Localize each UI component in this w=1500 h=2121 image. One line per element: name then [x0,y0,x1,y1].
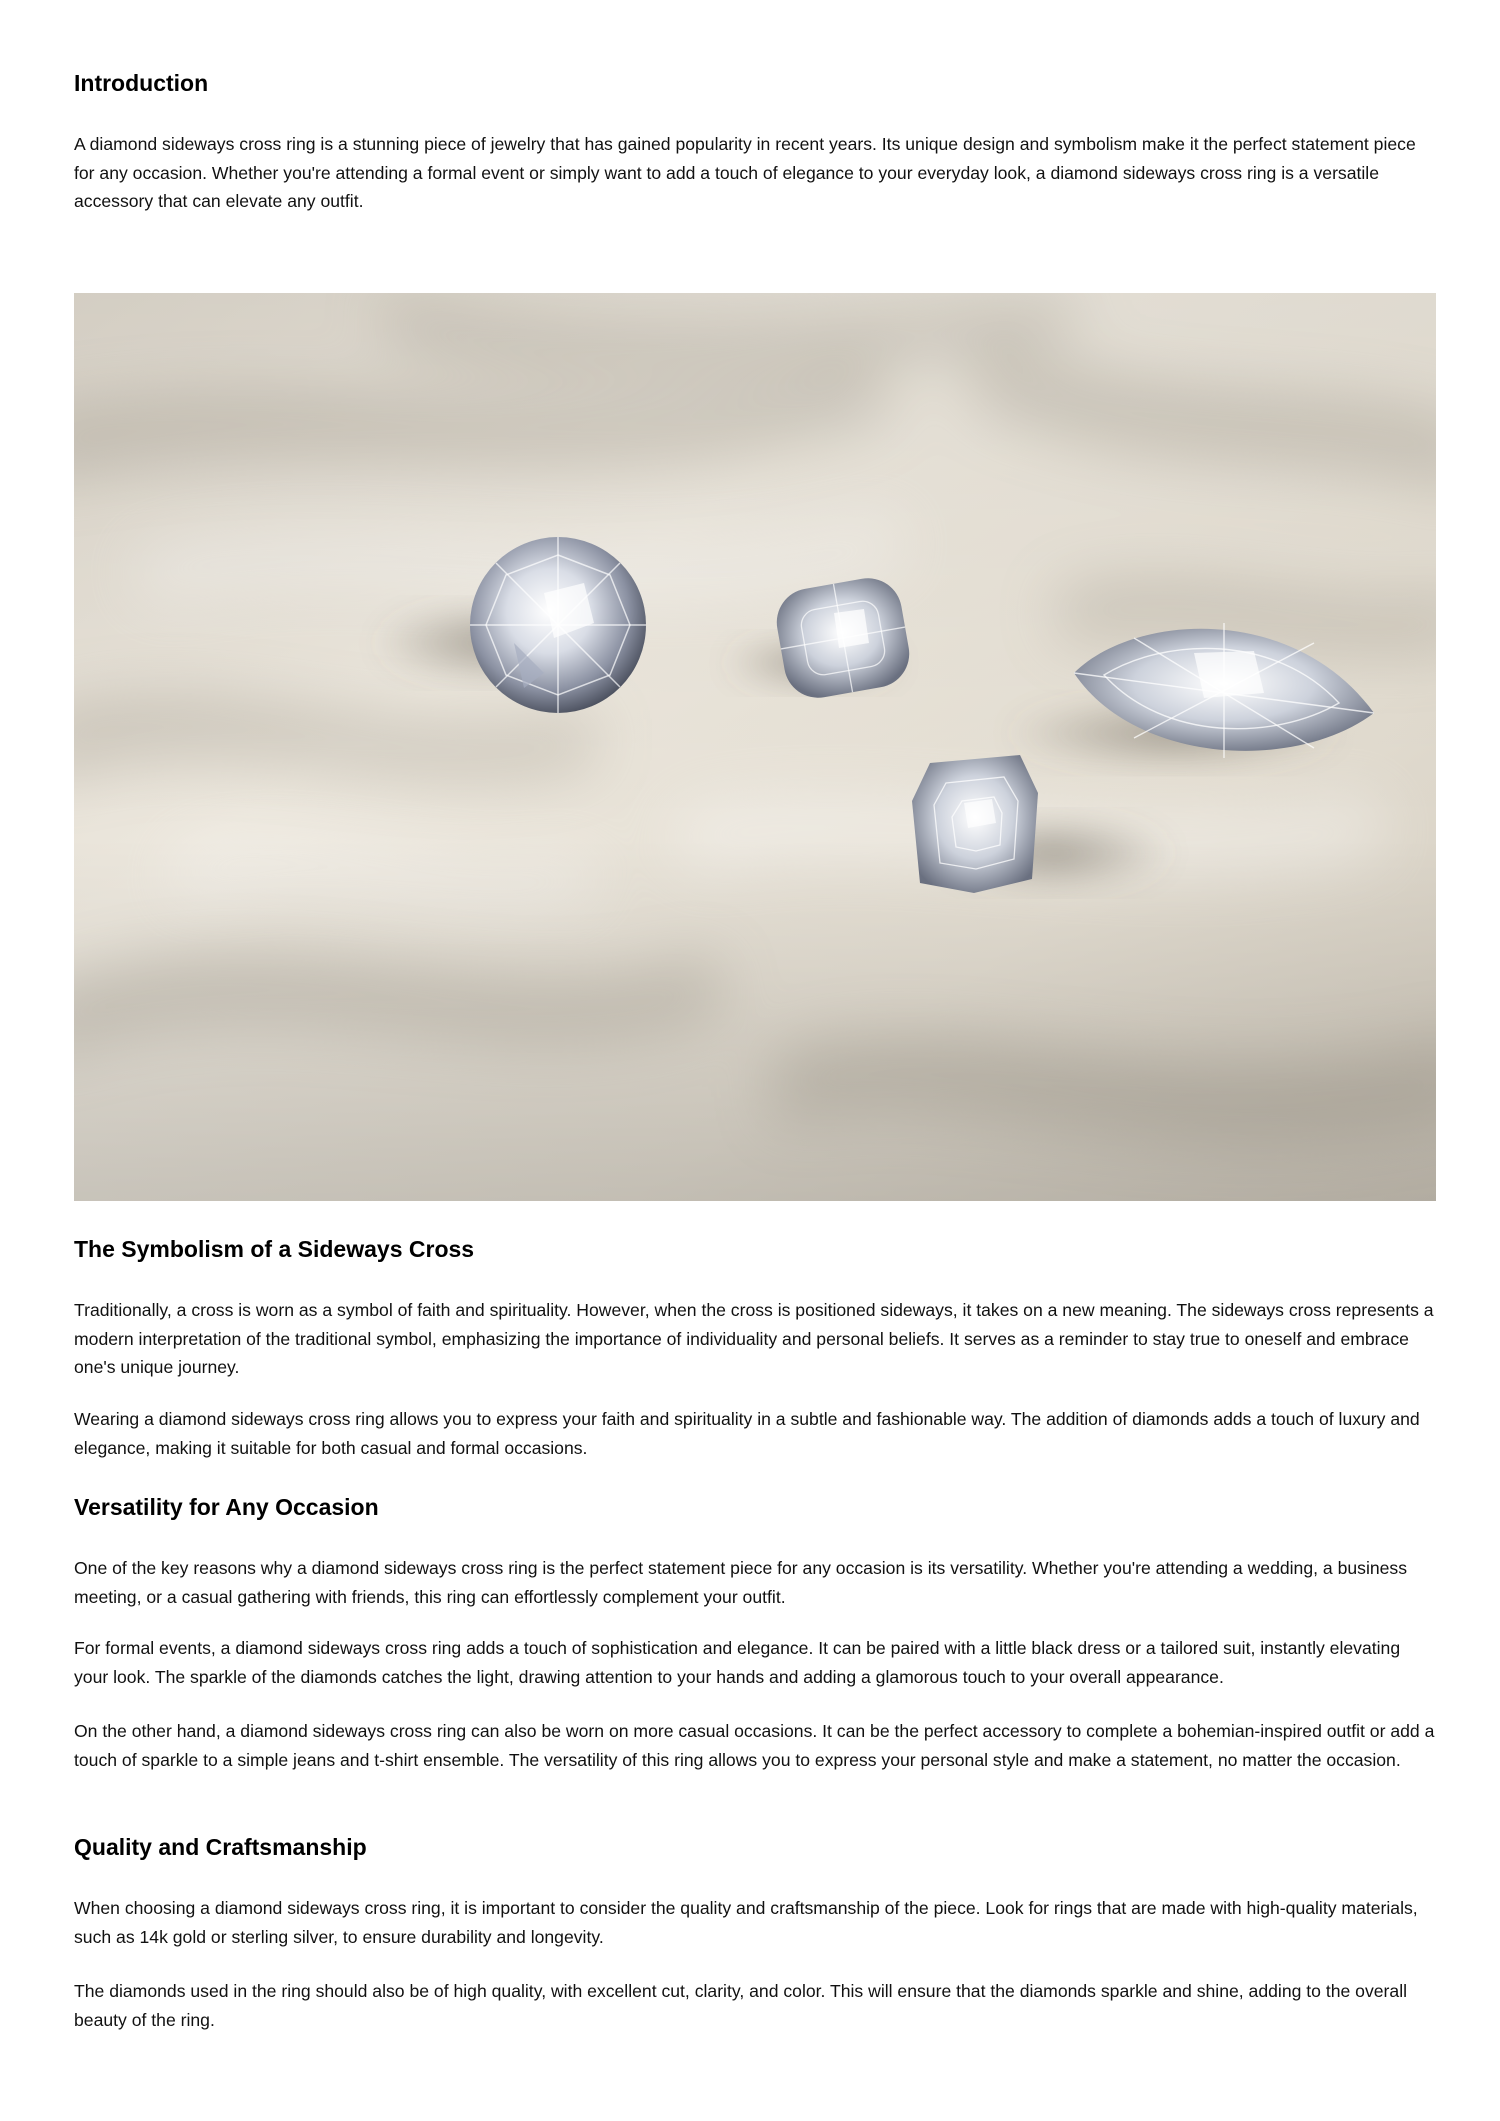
paragraph-quality-2: The diamonds used in the ring should also be of high quality, with excellent cut, clarity, and color. This will ensure that the diamonds sparkle and shine, adding to the overall beauty of the ring. [74,1981,1408,2030]
paragraph-versatility-3: On the other hand, a diamond sideways cross ring can also be worn on more casual occasions. It can be the perfect accessory to complete a bohemian-inspired outfit or add a touch of sparkle to a simple jeans and t-shirt ensemble. The versatility of this ring allows you to express your personal style and make a statement, no matter the occasion. [74,1721,1435,1770]
paragraph-symbolism-2: Wearing a diamond sideways cross ring allows you to express your faith and spirituality in a subtle and fashionable way. The addition of diamonds adds a touch of luxury and elegance, making it suitable for both casual and formal occasions. [74,1409,1420,1458]
paragraph-versatility-2: For formal events, a diamond sideways cross ring adds a touch of sophistication and elegance. It can be paired with a little black dress or a tailored suit, instantly elevating your look. The sparkle of the diamonds catches the light, drawing attention to your hands and adding a glamorous touch to your overall appearance. [74,1638,1401,1687]
paragraph-symbolism-1: Traditionally, a cross is worn as a symbol of faith and spirituality. However, when the cross is positioned sideways, it takes on a new meaning. The sideways cross represents a modern interpretation of the traditional symbol, emphasizing the importance of individuality and personal beliefs. It serves as a reminder to stay true to oneself and embrace one's unique journey. [74,1300,1434,1377]
hero-image-diamonds [74,293,1436,1201]
heading-symbolism: The Symbolism of a Sideways Cross [74,1236,475,1262]
paragraph-intro-1: A diamond sideways cross ring is a stunning piece of jewelry that has gained popularity in recent years. Its unique design and symbolism make it the perfect statement piece for any occasion. Whether you're attending a formal event or simply want to add a touch of elegance to your everyday look, a diamond sideways cross ring is a versatile accessory that can elevate any outfit. [74,134,1416,211]
heading-versatility: Versatility for Any Occasion [74,1494,379,1520]
diamonds-photo [74,293,1436,1201]
paragraph-versatility-1: One of the key reasons why a diamond sideways cross ring is the perfect statement piece for any occasion is its versatility. Whether you're attending a wedding, a business meeting, or a casual gathering with friends, this ring can effortlessly complement your outfit. [74,1558,1408,1607]
paragraph-quality-1: When choosing a diamond sideways cross ring, it is important to consider the quality and craftsmanship of the piece. Look for rings that are made with high-quality materials, such as 14k gold or sterling silver, to ensure durability and longevity. [74,1898,1418,1947]
round-diamond [470,537,646,713]
heading-introduction: Introduction [74,70,209,96]
heading-quality: Quality and Craftsmanship [74,1834,367,1860]
asscher-diamond [912,755,1038,893]
